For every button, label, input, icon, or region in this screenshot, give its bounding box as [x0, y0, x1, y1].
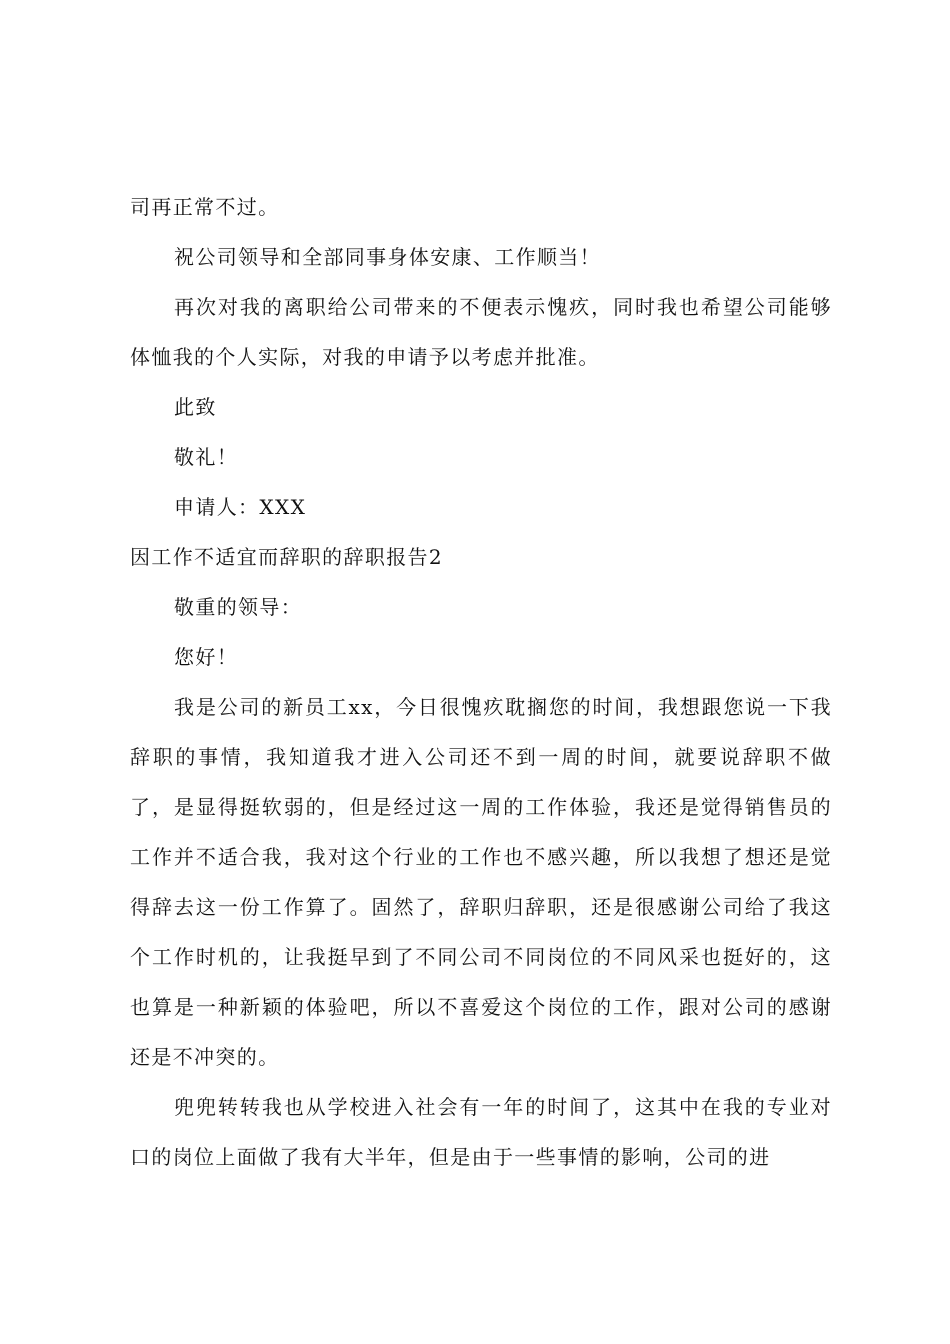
paragraph-greeting: 敬重的领导： — [174, 595, 303, 619]
paragraph-applicant: 申请人：XXX — [174, 495, 307, 519]
section-title: 因工作不适宜而辞职的辞职报告2 — [130, 545, 443, 569]
paragraph-hello: 您好！ — [174, 645, 239, 669]
document-body — [130, 182, 832, 1182]
paragraph-closing-line: 司再正常不过。 — [130, 195, 280, 219]
paragraph-apology: 再次对我的离职给公司带来的不便表示愧疚，同时我也希望公司能够体恤我的个人实际，对我的申请予以考虑并批准。 — [130, 295, 832, 369]
paragraph-body-1: 我是公司的新员工xx，今日很愧疚耽搁您的时间，我想跟您说一下我辞职的事情，我知道我才进入公司还不到一周的时间，就要说辞职不做了，是显得挺软弱的，但是经过这一周的工作体验，我还是觉得销售员的工作并不适合我，我对这个行业的工作也不感兴趣，所以我想了想还是觉得辞去这一份工作算了。固然了，辞职归辞职，还是很感谢公司给了我这个工作时机的，让我挺早到了不同公司不同岗位的不同风采也挺好的，这也算是一种新颖的体验吧，所以不喜爱这个岗位的工作，跟对公司的感谢还是不冲突的。 — [130, 695, 832, 1069]
paragraph-regards: 敬礼！ — [174, 445, 239, 469]
paragraph-salutation: 此致 — [174, 395, 217, 419]
paragraph-body-2: 兜兜转转我也从学校进入社会有一年的时间了，这其中在我的专业对口的岗位上面做了我有大半年，但是由于一些事情的影响，公司的进 — [130, 1095, 832, 1169]
paragraph-wishes: 祝公司领导和全部同事身体安康、工作顺当！ — [174, 245, 601, 269]
